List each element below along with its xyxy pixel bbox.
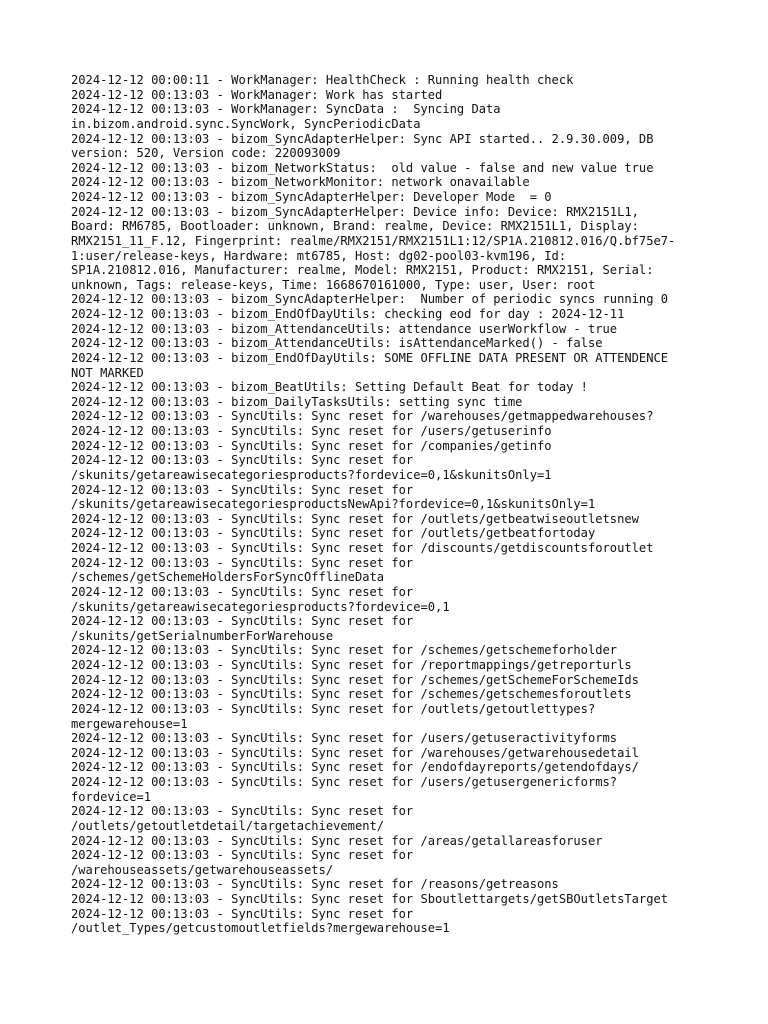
log-line: 2024-12-12 00:13:03 - bizom_EndOfDayUtils: SOME OFFLINE DATA PRESENT OR ATTENDENCE [71,350,669,365]
log-line: in.bizom.android.sync.SyncWork, SyncPeriodicData [71,116,421,131]
log-line: 2024-12-12 00:13:03 - SyncUtils: Sync reset for Sboutlettargets/getSBOutletsTarget [71,892,669,906]
log-line: 2024-12-12 00:13:03 - bizom_NetworkStatus: old value - false and new value true [71,160,654,175]
log-line: mergewarehouse=1 [71,716,188,731]
log-line: 2024-12-12 00:13:03 - WorkManager: Work has started [71,87,443,102]
log-line: 2024-12-12 00:13:03 - SyncUtils: Sync reset for [71,453,414,468]
log-line: 2024-12-12 00:13:03 - SyncUtils: Sync reset for /outlets/getbeatwiseoutletsnew [71,511,639,526]
log-line: 2024-12-12 00:13:03 - SyncUtils: Sync reset for /discounts/getdiscountsforoutlet [71,541,654,555]
log-line: 2024-12-12 00:13:03 - SyncUtils: Sync reset for /schemes/getschemeforholder [71,643,618,658]
log-line: 2024-12-12 00:13:03 - bizom_SyncAdapterHelper: Device info: Device: RMX2151L1, [71,204,639,219]
log-line: 2024-12-12 00:13:03 - SyncUtils: Sync reset for /areas/getallareasforuser [71,833,603,848]
log-line: NOT MARKED [71,365,144,380]
log-line: 2024-12-12 00:13:03 - SyncUtils: Sync reset for /outlets/getoutlettypes? [71,701,596,716]
log-line: 2024-12-12 00:13:03 - bizom_EndOfDayUtils: checking eod for day : 2024-12-11 [71,307,625,321]
log-line: 2024-12-12 00:13:03 - SyncUtils: Sync reset for /users/getuseractivityforms [71,731,618,746]
log-line: 2024-12-12 00:13:03 - SyncUtils: Sync reset for [71,482,414,497]
log-line: Board: RM6785, Bootloader: unknown, Brand: realme, Device: RMX2151L1, Display: [71,219,639,234]
log-line: 2024-12-12 00:13:03 - bizom_SyncAdapterHelper: Developer Mode = 0 [71,190,552,204]
log-line: 2024-12-12 00:13:03 - bizom_AttendanceUtils: attendance userWorkflow - true [71,321,618,336]
log-line: /skunits/getSerialnumberForWarehouse [71,628,334,643]
log-line: 2024-12-12 00:13:03 - SyncUtils: Sync reset for /outlets/getbeatfortoday [71,526,596,541]
log-line: 2024-12-12 00:13:03 - SyncUtils: Sync reset for [71,848,414,863]
log-line: 2024-12-12 00:13:03 - SyncUtils: Sync reset for [71,584,414,599]
log-line: /outlet_Types/getcustomoutletfields?mergewarehouse=1 [71,921,450,936]
log-line: 2024-12-12 00:13:03 - SyncUtils: Sync reset for /schemes/getSchemeForSchemeIds [71,672,639,687]
log-line: 2024-12-12 00:13:03 - bizom_AttendanceUtils: isAttendanceMarked() - false [71,336,603,351]
log-line: 2024-12-12 00:13:03 - SyncUtils: Sync reset for [71,614,414,629]
log-line: /warehouseassets/getwarehouseassets/ [71,862,334,877]
log-line: 2024-12-12 00:13:03 - WorkManager: SyncData : Syncing Data [71,102,501,117]
log-line: fordevice=1 [71,789,152,804]
log-line: 2024-12-12 00:13:03 - bizom_SyncAdapterHelper: Number of periodic syncs running 0 [71,292,669,307]
log-line: unknown, Tags: release-keys, Time: 1668670161000, Type: user, User: root [71,277,596,292]
log-line: RMX2151_11_F.12, Fingerprint: realme/RMX2151/RMX2151L1:12/SP1A.210812.016/Q.bf75e7- [71,233,676,248]
log-line: 2024-12-12 00:13:03 - SyncUtils: Sync reset for /users/getusergenericforms? [71,775,618,789]
log-line: 2024-12-12 00:13:03 - bizom_SyncAdapterHelper: Sync API started.. 2.9.30.009, DB [71,131,654,146]
log-line: 2024-12-12 00:13:03 - SyncUtils: Sync reset for [71,906,414,921]
log-line: 2024-12-12 00:13:03 - SyncUtils: Sync reset for /users/getuserinfo [71,424,552,438]
log-line: 2024-12-12 00:13:03 - SyncUtils: Sync reset for /companies/getinfo [71,438,552,453]
log-line: 2024-12-12 00:00:11 - WorkManager: HealthCheck : Running health check [71,73,574,87]
log-text-block [71,73,711,936]
log-line: 2024-12-12 00:13:03 - SyncUtils: Sync reset for /reportmappings/getreporturls [71,658,632,672]
log-line: 2024-12-12 00:13:03 - SyncUtils: Sync reset for /warehouses/getmappedwarehouses? [71,409,654,424]
log-line: /skunits/getareawisecategoriesproductsNewApi?fordevice=0,1&skunitsOnly=1 [71,497,596,512]
log-line: 2024-12-12 00:13:03 - SyncUtils: Sync reset for [71,804,414,819]
log-line: 2024-12-12 00:13:03 - SyncUtils: Sync reset for /reasons/getreasons [71,877,559,892]
log-line: /schemes/getSchemeHoldersForSyncOfflineData [71,570,385,585]
log-line: 2024-12-12 00:13:03 - SyncUtils: Sync reset for [71,555,414,570]
log-line: 2024-12-12 00:13:03 - bizom_NetworkMonitor: network onavailable [71,175,530,190]
log-line: 2024-12-12 00:13:03 - SyncUtils: Sync reset for /endofdayreports/getendofdays/ [71,760,639,775]
log-line: 2024-12-12 00:13:03 - bizom_DailyTasksUtils: setting sync time [71,394,523,409]
log-line: 2024-12-12 00:13:03 - SyncUtils: Sync reset for /schemes/getschemesforoutlets [71,687,632,702]
log-line: /outlets/getoutletdetail/targetachievement/ [71,818,385,833]
log-line: /skunits/getareawisecategoriesproducts?fordevice=0,1 [71,599,450,614]
log-line: 1:user/release-keys, Hardware: mt6785, Host: dg02-pool03-kvm196, Id: [71,248,567,263]
log-line: version: 520, Version code: 220093009 [71,146,341,161]
log-line: /skunits/getareawisecategoriesproducts?fordevice=0,1&skunitsOnly=1 [71,467,552,482]
log-line: 2024-12-12 00:13:03 - SyncUtils: Sync reset for /warehouses/getwarehousedetail [71,745,639,760]
log-line: SP1A.210812.016, Manufacturer: realme, Model: RMX2151, Product: RMX2151, Serial: [71,263,654,278]
log-line: 2024-12-12 00:13:03 - bizom_BeatUtils: Setting Default Beat for today ! [71,380,588,395]
